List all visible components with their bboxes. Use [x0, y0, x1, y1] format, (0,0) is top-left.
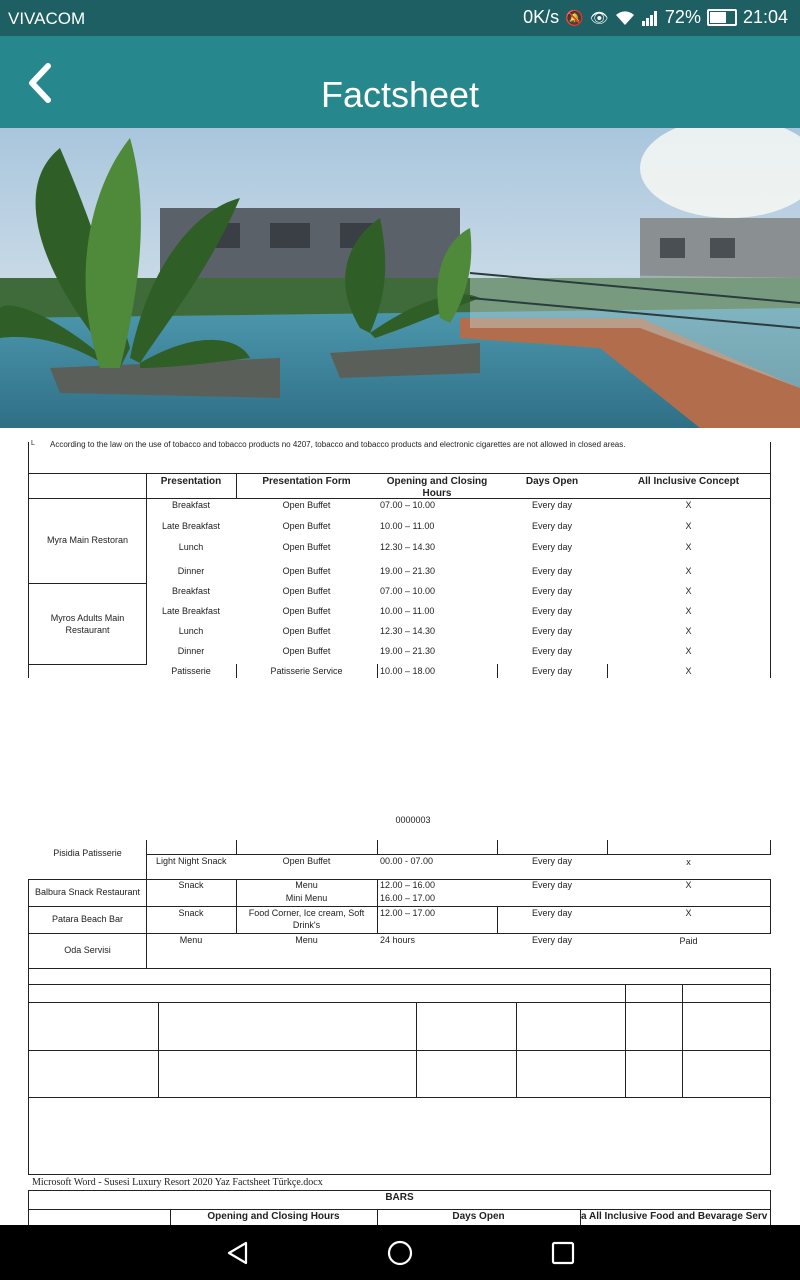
carrier-name: VIVACOM: [8, 9, 86, 28]
col-header-hours: Opening and Closing Hours: [386, 476, 488, 499]
col-header-form: Presentation Form: [262, 476, 351, 487]
clock: 21:04: [742, 7, 788, 27]
bars-header-hours: Opening and Closing Hours: [207, 1211, 340, 1222]
page-title: Factsheet: [320, 74, 480, 115]
bars-header-days: Days Open: [452, 1211, 505, 1222]
note-number: L: [31, 440, 35, 447]
circle-home-icon[interactable]: [386, 1239, 414, 1267]
factsheet-document: L According to the law on the use of tobacco and tobacco products no 4207, tobacco and tobacco products and electronic cigarettes are not allowed in closed areas. Presentation Presentation Form Opening and Closing Hours Days Open All Inclusive Concept Myra Main Restoran Myros Adults Main Restaurant Breakfast Open Buffet 07.00 – 10.00 Every day X Late Breakfast Open Buffet 10.00 – 11.00 Every day X Lunch Open Buffet 12.30 – 14.30 Every day X Dinner Open Buffet 19.00 – 21.30 Every day X Breakfast Open Buffet 07.00 – 10.00 Every day X Late Breakfast Open Buffet 10.00 – 11.00 Every day X Lunch Open Buffet 12.30 – 14.30 Every day X Dinner Open Buffet 19.00 – 21.30 Every day X Patisserie Patisserie Service 10.00 – 18.00 Every day X 0000003 Pisidia Patisserie Light Night Snack Open Buffet 00.00 - 07.00 Every day x Balbura Snack Restaurant Snack Menu Mini Menu 12.00 – 16.00 16.00 – 17.00 Every day X Patara Beach Bar Snack Food Corner, Ice cream, Soft Drink's 12.00 – 17.00 Every day X Oda Servisi Menu Menu 24 hours Every day Paid Microsoft Word - Susesi Luxury Resort 2020 Yaz Factsheet Türkçe.docx BARS Opening and Closing Hours Days Open a All Inclusive Food and Bevarage Serv: [0, 428, 800, 1225]
col-header-presentation: Presentation: [160, 476, 222, 487]
venue-myros: Myros Adults Main Restaurant: [50, 613, 125, 635]
venue-balbura: Balbura Snack Restaurant: [34, 887, 141, 897]
app-bar: [0, 36, 800, 128]
battery-icon: [707, 9, 737, 26]
status-icons: [523, 7, 788, 28]
venue-pisidia: Pisidia Patisserie: [53, 848, 122, 858]
col-header-concept: All Inclusive Concept: [637, 476, 740, 487]
col-header-days: Days Open: [525, 476, 579, 487]
tobacco-note: According to the law on the use of tobacco and tobacco products no 4207, tobacco and tobacco products and electronic cigarettes are not allowed in closed areas.: [50, 440, 626, 449]
triangle-back-icon[interactable]: [224, 1239, 252, 1267]
venue-myra: Myra Main Restoran: [46, 535, 129, 545]
bars-title: BARS: [385, 1192, 414, 1203]
signal-icon: [641, 10, 659, 26]
network-speed: 0K/s: [523, 7, 560, 27]
wifi-icon: [615, 10, 635, 26]
venue-oda: Oda Servisi: [64, 945, 111, 955]
resort-pool-photo: [0, 128, 800, 428]
navigation-bar: [0, 1225, 800, 1280]
venue-patara: Patara Beach Bar: [51, 914, 124, 924]
square-recents-icon[interactable]: [549, 1239, 577, 1267]
status-bar: [0, 0, 800, 36]
eye-icon: 👁: [589, 9, 609, 27]
mute-icon: 🔕: [565, 9, 584, 27]
page-number: 0000003: [395, 815, 431, 825]
battery-percent: 72%: [664, 7, 701, 27]
document-filename: Microsoft Word - Susesi Luxury Resort 2020 Yaz Factsheet Türkçe.docx: [32, 1177, 323, 1188]
bars-header-concept: a All Inclusive Food and Bevarage Serv: [581, 1211, 768, 1222]
